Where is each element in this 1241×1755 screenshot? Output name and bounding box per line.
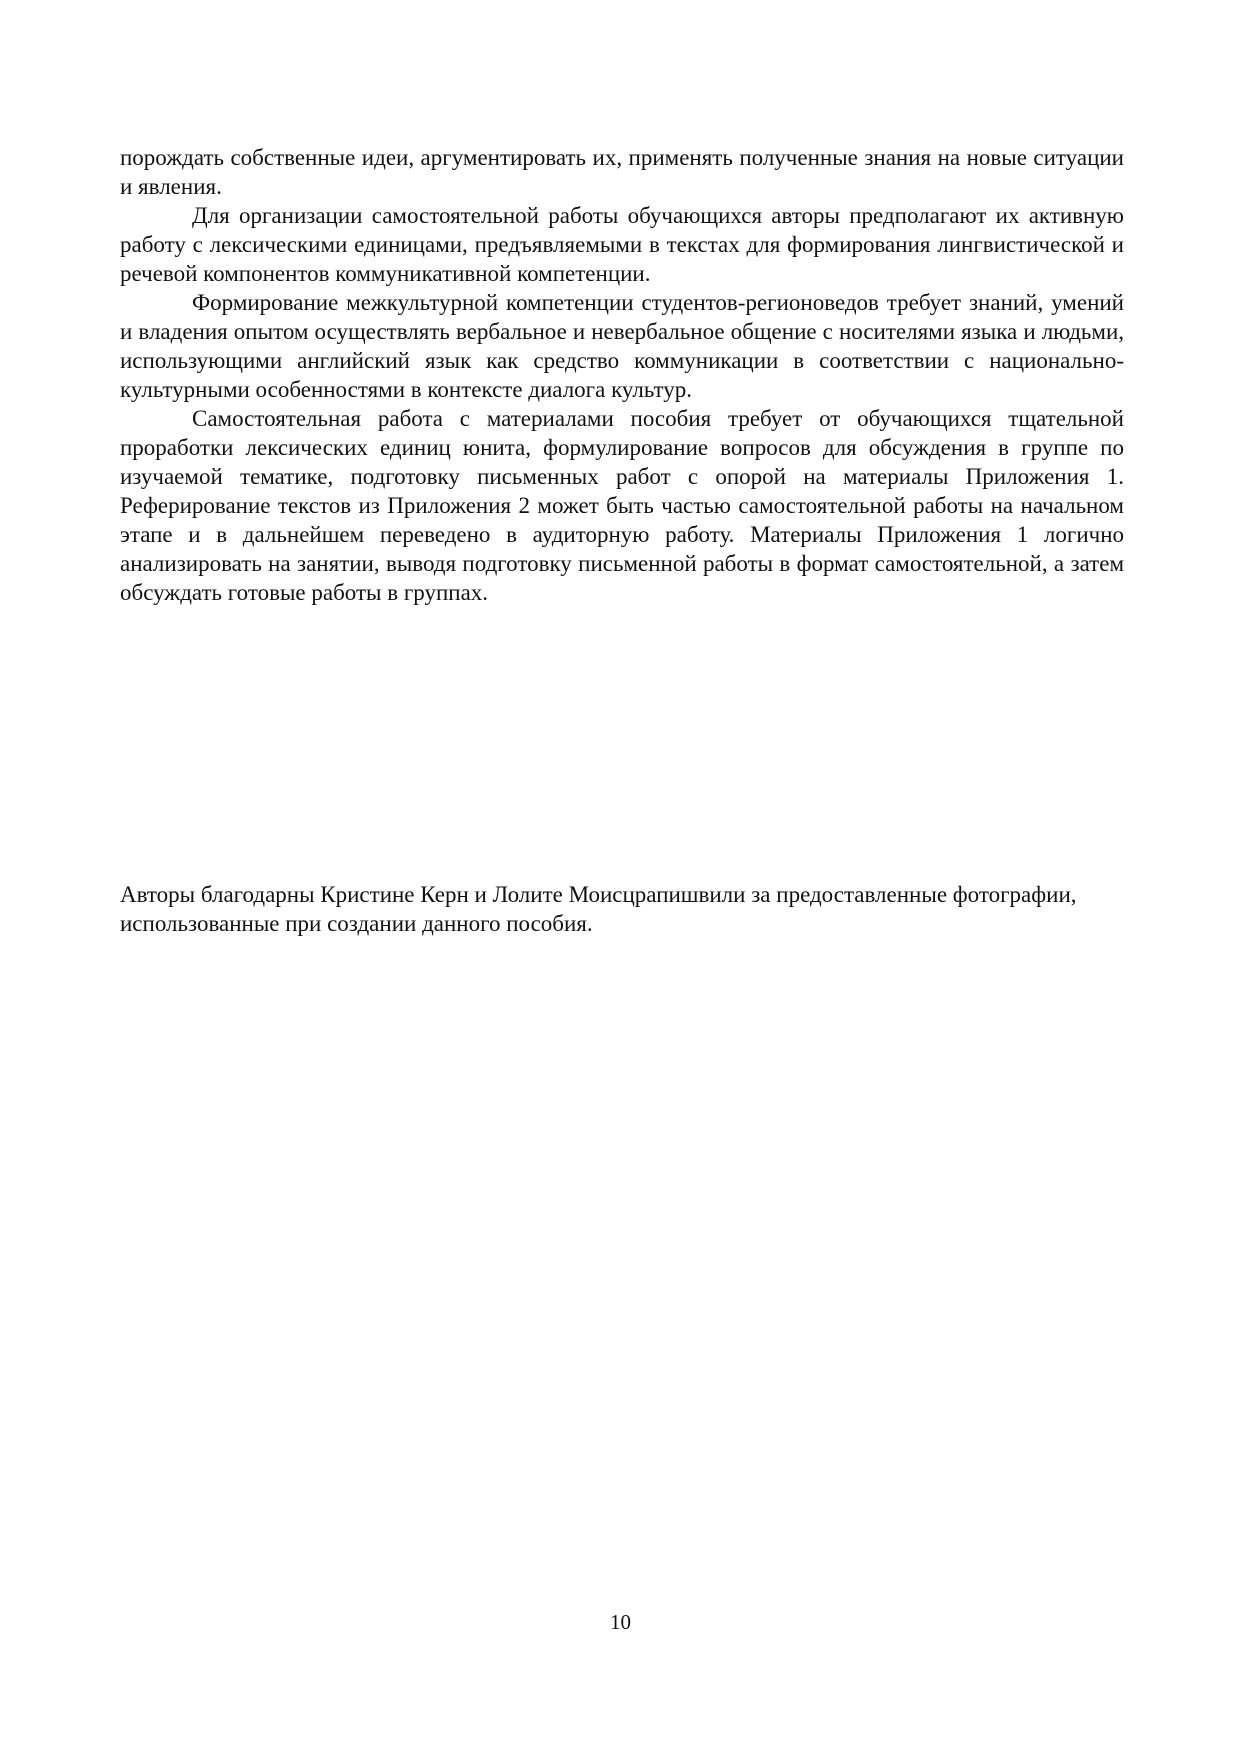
paragraph-materials-work: Самостоятельная работа с материалами пособия требует от обучающихся тщательной проработки лексических единиц юнита, формулирование вопросов для обсуждения в группе по изучаемой тематике, подготовку письменных работ с опорой на материалы Приложения 1. Реферирование текстов из Приложения 2 может быть частью самостоятельной работы на начальном этапе и в дальнейшем переведено в аудиторную работу. Материалы Приложения 1 логично анализировать на занятии, выводя подготовку письменной работы в формат самостоятельной, а затем обсуждать готовые работы в группах. <box>120 406 1124 605</box>
paragraph-intercultural-competence: Формирование межкультурной компетенции студентов-регионоведов требует знаний, умений и владения опытом осуществлять вербальное и невербальное общение с носителями языка и людьми, использующими английский язык как средство коммуникации в соответствии с национально-культурными особенностями в контексте диалога культур. <box>120 290 1124 402</box>
acknowledgement-text: Авторы благодарны Кристине Керн и Лолите Моисцрапишвили за предоставленные фотографии, использованные при создании данного пособия. <box>120 882 1077 936</box>
body-text <box>120 143 1124 607</box>
paragraph-continuation: порождать собственные идеи, аргументировать их, применять полученные знания на новые ситуации и явления. <box>120 145 1124 199</box>
paragraph-independent-work: Для организации самостоятельной работы обучающихся авторы предполагают их активную работу с лексическими единицами, предъявляемыми в текстах для формирования лингвистической и речевой компонентов коммуникативной компетенции. <box>120 203 1124 286</box>
page-number: 10 <box>610 1610 631 1634</box>
